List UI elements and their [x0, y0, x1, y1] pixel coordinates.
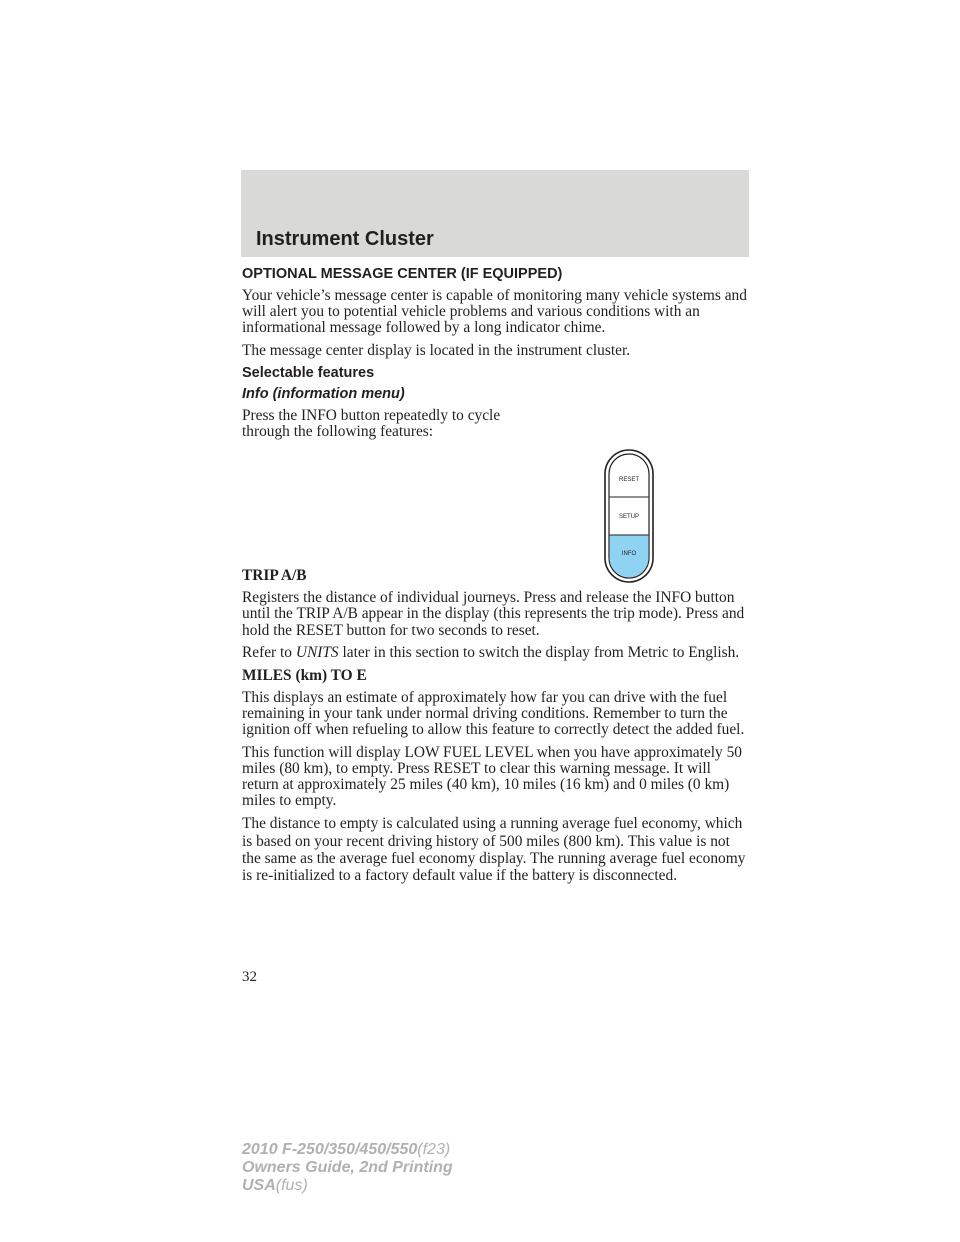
footer-model: 2010 F-250/350/450/550: [242, 1141, 418, 1158]
miles-paragraph-3: The distance to empty is calculated using a running average fuel economy, which is based on your recent driving history of 500 miles (800 km). This value is not the same as the average fuel economy display. The running average fuel economy is re-initialized to a factory default value if the battery is disconnected.: [242, 815, 746, 885]
page-content: [242, 262, 750, 890]
intro-paragraph: Your vehicle’s message center is capable of monitoring many vehicle systems and will alert you to potential vehicle problems and various conditions with an informational message followed by a long indicator chime.: [242, 287, 747, 337]
refer-prefix: Refer to: [242, 643, 292, 661]
footer-region: USA: [242, 1177, 276, 1194]
refer-suffix: later in this section to switch the display from Metric to English.: [342, 643, 740, 661]
footer-model-code: (f23): [417, 1141, 451, 1158]
location-paragraph: The message center display is located in the instrument cluster.: [242, 341, 631, 359]
trip-heading: TRIP A/B: [242, 567, 307, 585]
units-reference: UNITS: [295, 643, 339, 661]
info-menu-heading: Info (information menu): [242, 385, 405, 402]
trip-paragraph: Registers the distance of individual journeys. Press and release the INFO button until the TRIP A/B appear in the display (this represents the trip mode). Press and hold the RESET button for two seconds to reset.: [242, 589, 745, 639]
reset-button-label: RESET: [618, 477, 640, 483]
page-number: 32: [242, 969, 257, 985]
footer-line-1: [242, 1141, 453, 1159]
footer-guide: Owners Guide, 2nd Printing: [242, 1159, 453, 1176]
miles-paragraph-2: This function will display LOW FUEL LEVEL when you have approximately 50 miles (80 km), to empty. Press RESET to clear this warning message. It will return at approximately 25 miles (40 km), 10 miles (16 km) and 0 miles (0 km) miles to empty.: [242, 743, 742, 810]
footer-region-code: (fus): [275, 1177, 308, 1194]
selectable-features-heading: Selectable features: [242, 364, 375, 381]
refer-paragraph: [242, 645, 750, 661]
miles-paragraph-1: This displays an estimate of approximately how far you can drive with the fuel remaining in your tank under normal driving conditions. Remember to turn the ignition off when refueling to allow this feature to correctly detect the added fuel.: [242, 689, 745, 739]
miles-to-empty-heading: MILES (km) TO E: [242, 667, 367, 685]
message-center-buttons-figure: [604, 449, 654, 583]
info-paragraph: Press the INFO button repeatedly to cycle through the following features:: [242, 406, 501, 441]
info-button-label: INFO: [621, 551, 637, 557]
section-title: Instrument Cluster: [256, 228, 434, 250]
setup-button-label: SETUP: [618, 514, 640, 520]
footer-line-3: [242, 1177, 453, 1195]
footer: [242, 1141, 453, 1195]
main-heading: OPTIONAL MESSAGE CENTER (IF EQUIPPED): [242, 266, 563, 282]
